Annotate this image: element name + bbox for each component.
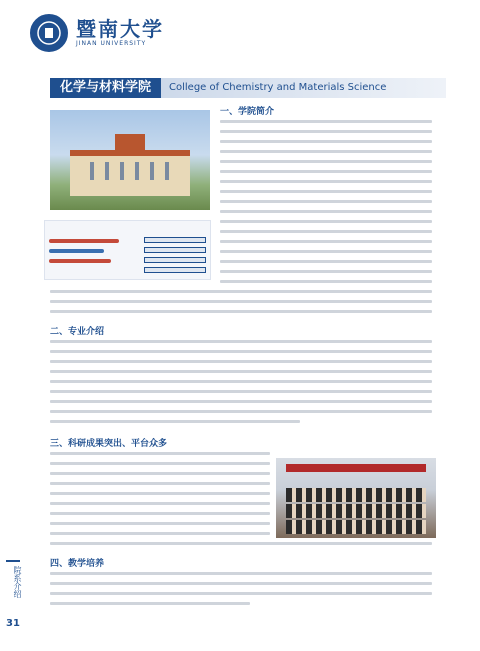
page-number: 31: [6, 618, 20, 629]
side-rule: [6, 560, 20, 562]
university-logo: [30, 14, 164, 52]
university-name-en: JINAN UNIVERSITY: [76, 40, 147, 47]
university-seal-icon: [30, 14, 68, 52]
section-heading-research: 三、科研成果突出、平台众多: [50, 439, 168, 449]
section-heading-intro: 一、学院简介: [220, 107, 275, 117]
college-title-cn: 化学与材料学院: [50, 78, 161, 98]
campus-building-photo: [50, 110, 210, 210]
section-heading-majors: 二、专业介绍: [50, 327, 105, 337]
university-name-cn: 暨南大学: [76, 17, 164, 41]
section-heading-teaching: 四、教学培养: [50, 559, 105, 569]
college-title-en: College of Chemistry and Materials Science: [161, 78, 446, 98]
college-stats-infographic: [44, 220, 211, 280]
side-section-label: 院系介绍: [13, 566, 22, 598]
group-photo: [276, 458, 436, 538]
page-header: [0, 0, 480, 72]
college-title-banner: [50, 78, 446, 98]
